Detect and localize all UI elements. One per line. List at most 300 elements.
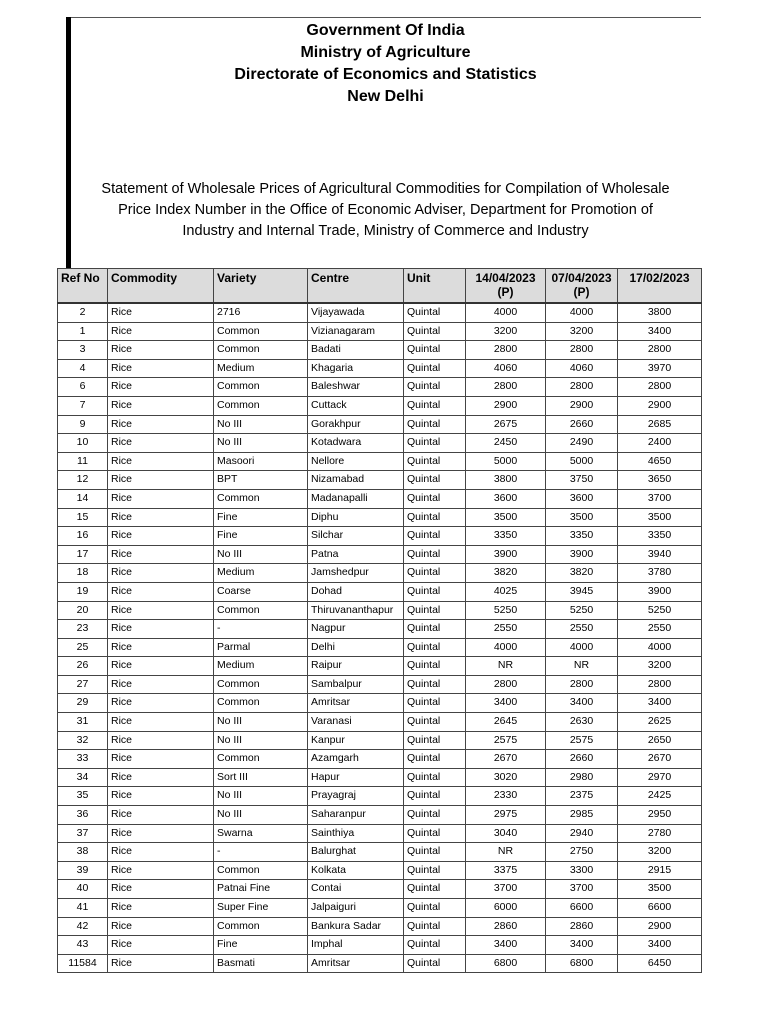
cell-ref-no: 4 [58,359,108,378]
cell-centre: Azamgarh [308,750,404,769]
cell-unit: Quintal [404,508,466,527]
cell-price-2: 2550 [546,620,618,639]
cell-centre: Hapur [308,768,404,787]
cell-ref-no: 31 [58,713,108,732]
cell-unit: Quintal [404,917,466,936]
cell-variety: Common [214,917,308,936]
table-row [58,508,702,527]
cell-price-3: 2685 [618,415,702,434]
table-row [58,843,702,862]
header-line-city: New Delhi [347,88,424,105]
column-header-commodity: Commodity [108,269,214,304]
cell-ref-no: 2 [58,303,108,322]
cell-price-2: 6800 [546,954,618,973]
cell-price-2: 2660 [546,750,618,769]
cell-unit: Quintal [404,527,466,546]
cell-commodity: Rice [108,806,214,825]
cell-variety: No III [214,787,308,806]
cell-centre: Raipur [308,657,404,676]
cell-commodity: Rice [108,564,214,583]
table-row [58,694,702,713]
cell-price-3: 2900 [618,917,702,936]
column-header-date-2: 07/04/2023 (P) [546,269,618,304]
cell-unit: Quintal [404,787,466,806]
cell-ref-no: 34 [58,768,108,787]
cell-ref-no: 12 [58,471,108,490]
cell-price-2: 3900 [546,545,618,564]
cell-ref-no: 18 [58,564,108,583]
cell-centre: Gorakhpur [308,415,404,434]
cell-centre: Sambalpur [308,675,404,694]
cell-variety: Patnai Fine [214,880,308,899]
cell-price-2: 3400 [546,694,618,713]
organization-header [70,20,701,108]
cell-ref-no: 7 [58,396,108,415]
cell-ref-no: 10 [58,434,108,453]
table-row [58,396,702,415]
statement-line: Price Index Number in the Office of Economic Adviser, Department for Promotion of [118,202,653,218]
cell-unit: Quintal [404,582,466,601]
cell-centre: Amritsar [308,694,404,713]
cell-price-3: 3350 [618,527,702,546]
cell-price-2: 3700 [546,880,618,899]
cell-variety: Common [214,378,308,397]
cell-price-3: 3650 [618,471,702,490]
cell-price-2: 2660 [546,415,618,434]
cell-variety: Common [214,675,308,694]
cell-ref-no: 14 [58,489,108,508]
cell-price-3: 2915 [618,861,702,880]
cell-ref-no: 11 [58,452,108,471]
cell-ref-no: 40 [58,880,108,899]
cell-variety: No III [214,434,308,453]
cell-price-3: 2900 [618,396,702,415]
table-row [58,527,702,546]
cell-ref-no: 1 [58,322,108,341]
cell-ref-no: 17 [58,545,108,564]
cell-commodity: Rice [108,917,214,936]
cell-commodity: Rice [108,303,214,322]
table-row [58,378,702,397]
cell-price-1: 2645 [466,713,546,732]
cell-price-3: 3400 [618,694,702,713]
cell-commodity: Rice [108,880,214,899]
column-header-date-3: 17/02/2023 [618,269,702,304]
cell-price-2: 3750 [546,471,618,490]
cell-centre: Dohad [308,582,404,601]
cell-centre: Amritsar [308,954,404,973]
cell-price-1: 3800 [466,471,546,490]
cell-centre: Khagaria [308,359,404,378]
column-header-ref-no: Ref No [58,269,108,304]
cell-price-3: 3780 [618,564,702,583]
cell-price-1: 2900 [466,396,546,415]
cell-variety: - [214,620,308,639]
cell-centre: Prayagraj [308,787,404,806]
cell-price-1: 3500 [466,508,546,527]
cell-price-2: 2985 [546,806,618,825]
cell-unit: Quintal [404,824,466,843]
cell-commodity: Rice [108,824,214,843]
cell-centre: Kolkata [308,861,404,880]
cell-commodity: Rice [108,620,214,639]
cell-commodity: Rice [108,768,214,787]
cell-unit: Quintal [404,322,466,341]
cell-variety: Parmal [214,638,308,657]
cell-price-1: 2330 [466,787,546,806]
table-row [58,303,702,322]
cell-price-1: 2575 [466,731,546,750]
cell-price-3: 2800 [618,341,702,360]
table-row [58,434,702,453]
cell-price-3: 4650 [618,452,702,471]
cell-commodity: Rice [108,638,214,657]
cell-price-3: 2400 [618,434,702,453]
cell-variety: Common [214,694,308,713]
cell-commodity: Rice [108,471,214,490]
cell-ref-no: 41 [58,899,108,918]
cell-ref-no: 11584 [58,954,108,973]
cell-ref-no: 36 [58,806,108,825]
cell-price-2: 3200 [546,322,618,341]
cell-commodity: Rice [108,954,214,973]
cell-variety: Fine [214,527,308,546]
cell-price-1: 5250 [466,601,546,620]
cell-variety: Medium [214,564,308,583]
cell-price-1: 3040 [466,824,546,843]
cell-centre: Imphal [308,936,404,955]
cell-ref-no: 23 [58,620,108,639]
cell-commodity: Rice [108,396,214,415]
cell-variety: Swarna [214,824,308,843]
cell-centre: Delhi [308,638,404,657]
cell-variety: 2716 [214,303,308,322]
cell-price-3: 2550 [618,620,702,639]
cell-ref-no: 25 [58,638,108,657]
cell-ref-no: 33 [58,750,108,769]
cell-price-2: 5250 [546,601,618,620]
cell-unit: Quintal [404,341,466,360]
cell-ref-no: 19 [58,582,108,601]
cell-price-3: 2970 [618,768,702,787]
statement-title [70,179,701,242]
cell-commodity: Rice [108,415,214,434]
cell-unit: Quintal [404,694,466,713]
cell-commodity: Rice [108,657,214,676]
table-row [58,750,702,769]
cell-price-3: 2625 [618,713,702,732]
cell-price-1: 2450 [466,434,546,453]
cell-commodity: Rice [108,582,214,601]
cell-unit: Quintal [404,564,466,583]
cell-ref-no: 15 [58,508,108,527]
table-row [58,601,702,620]
cell-price-2: 2375 [546,787,618,806]
cell-price-3: 2670 [618,750,702,769]
cell-price-2: 2800 [546,675,618,694]
cell-price-3: 2950 [618,806,702,825]
cell-unit: Quintal [404,861,466,880]
table-row [58,768,702,787]
cell-ref-no: 20 [58,601,108,620]
cell-unit: Quintal [404,750,466,769]
statement-line: Statement of Wholesale Prices of Agricultural Commodities for Compilation of Wholesale [101,181,670,197]
cell-price-1: 2975 [466,806,546,825]
cell-centre: Sainthiya [308,824,404,843]
cell-price-1: 2800 [466,378,546,397]
cell-centre: Nizamabad [308,471,404,490]
cell-unit: Quintal [404,713,466,732]
cell-price-1: 2860 [466,917,546,936]
cell-commodity: Rice [108,527,214,546]
cell-variety: No III [214,415,308,434]
column-header-unit: Unit [404,269,466,304]
top-rule [66,17,701,18]
cell-ref-no: 26 [58,657,108,676]
cell-unit: Quintal [404,731,466,750]
cell-variety: Fine [214,508,308,527]
table-row [58,322,702,341]
cell-price-1: NR [466,843,546,862]
cell-price-1: 3600 [466,489,546,508]
table-row [58,657,702,676]
table-row [58,620,702,639]
table-row [58,917,702,936]
cell-unit: Quintal [404,545,466,564]
cell-price-2: 2940 [546,824,618,843]
cell-unit: Quintal [404,489,466,508]
cell-commodity: Rice [108,434,214,453]
cell-price-1: 3400 [466,936,546,955]
header-line-government: Government Of India [306,22,465,39]
cell-unit: Quintal [404,396,466,415]
cell-price-2: 5000 [546,452,618,471]
cell-price-2: 2900 [546,396,618,415]
cell-centre: Nellore [308,452,404,471]
cell-price-1: 2670 [466,750,546,769]
cell-ref-no: 29 [58,694,108,713]
cell-ref-no: 38 [58,843,108,862]
cell-ref-no: 32 [58,731,108,750]
header-line-directorate: Directorate of Economics and Statistics [234,66,537,83]
cell-variety: Common [214,750,308,769]
cell-unit: Quintal [404,936,466,955]
cell-centre: Badati [308,341,404,360]
cell-price-1: 5000 [466,452,546,471]
cell-price-2: 2800 [546,378,618,397]
cell-price-1: NR [466,657,546,676]
cell-variety: Medium [214,359,308,378]
cell-price-1: 3375 [466,861,546,880]
cell-commodity: Rice [108,489,214,508]
cell-price-2: 2980 [546,768,618,787]
table-row [58,675,702,694]
cell-price-3: 3200 [618,843,702,862]
cell-variety: Fine [214,936,308,955]
cell-centre: Diphu [308,508,404,527]
cell-price-2: 3820 [546,564,618,583]
table-row [58,415,702,434]
cell-commodity: Rice [108,843,214,862]
cell-commodity: Rice [108,322,214,341]
cell-commodity: Rice [108,341,214,360]
cell-ref-no: 39 [58,861,108,880]
cell-price-3: 3500 [618,880,702,899]
cell-centre: Kotadwara [308,434,404,453]
table-row [58,713,702,732]
cell-price-2: 4060 [546,359,618,378]
cell-price-1: 2800 [466,341,546,360]
cell-price-1: 3820 [466,564,546,583]
cell-price-2: 3600 [546,489,618,508]
cell-centre: Saharanpur [308,806,404,825]
table-row [58,545,702,564]
cell-price-2: 6600 [546,899,618,918]
cell-variety: Common [214,861,308,880]
cell-price-3: 4000 [618,638,702,657]
cell-price-3: 3700 [618,489,702,508]
cell-price-2: 2575 [546,731,618,750]
cell-price-3: 2425 [618,787,702,806]
table-row [58,582,702,601]
cell-variety: No III [214,731,308,750]
cell-price-2: 2490 [546,434,618,453]
cell-price-1: 2550 [466,620,546,639]
cell-price-2: 3300 [546,861,618,880]
table-header-row [58,269,702,304]
cell-unit: Quintal [404,954,466,973]
cell-ref-no: 6 [58,378,108,397]
cell-unit: Quintal [404,657,466,676]
cell-ref-no: 9 [58,415,108,434]
cell-price-1: 3900 [466,545,546,564]
cell-commodity: Rice [108,359,214,378]
cell-price-2: NR [546,657,618,676]
cell-variety: BPT [214,471,308,490]
cell-commodity: Rice [108,601,214,620]
cell-price-3: 5250 [618,601,702,620]
cell-variety: Sort III [214,768,308,787]
cell-variety: Basmati [214,954,308,973]
cell-unit: Quintal [404,899,466,918]
cell-ref-no: 16 [58,527,108,546]
cell-commodity: Rice [108,452,214,471]
column-header-date-1: 14/04/2023 (P) [466,269,546,304]
wholesale-prices-table [57,268,702,973]
cell-price-1: 4025 [466,582,546,601]
cell-variety: Common [214,341,308,360]
cell-price-1: 3350 [466,527,546,546]
cell-centre: Baleshwar [308,378,404,397]
cell-price-3: 2780 [618,824,702,843]
cell-unit: Quintal [404,378,466,397]
cell-price-2: 2750 [546,843,618,862]
cell-price-2: 3945 [546,582,618,601]
table-row [58,341,702,360]
cell-commodity: Rice [108,861,214,880]
table-row [58,731,702,750]
cell-price-3: 6450 [618,954,702,973]
cell-price-2: 2860 [546,917,618,936]
cell-price-1: 3020 [466,768,546,787]
cell-commodity: Rice [108,936,214,955]
cell-centre: Nagpur [308,620,404,639]
cell-variety: No III [214,713,308,732]
cell-centre: Jalpaiguri [308,899,404,918]
cell-variety: - [214,843,308,862]
statement-line: Industry and Internal Trade, Ministry of Commerce and Industry [182,223,589,239]
cell-commodity: Rice [108,675,214,694]
cell-variety: Common [214,489,308,508]
cell-price-3: 2800 [618,675,702,694]
cell-price-1: 3200 [466,322,546,341]
cell-unit: Quintal [404,806,466,825]
cell-price-1: 2800 [466,675,546,694]
column-header-variety: Variety [214,269,308,304]
cell-unit: Quintal [404,843,466,862]
cell-ref-no: 43 [58,936,108,955]
cell-centre: Jamshedpur [308,564,404,583]
cell-price-1: 4000 [466,638,546,657]
cell-centre: Madanapalli [308,489,404,508]
cell-price-2: 2630 [546,713,618,732]
cell-price-1: 4000 [466,303,546,322]
table-row [58,880,702,899]
table-body [58,303,702,973]
column-header-centre: Centre [308,269,404,304]
cell-ref-no: 3 [58,341,108,360]
cell-unit: Quintal [404,675,466,694]
cell-price-1: 3700 [466,880,546,899]
table-row [58,489,702,508]
cell-price-1: 4060 [466,359,546,378]
cell-centre: Patna [308,545,404,564]
table-row [58,861,702,880]
cell-unit: Quintal [404,768,466,787]
cell-variety: Common [214,396,308,415]
cell-commodity: Rice [108,694,214,713]
cell-ref-no: 35 [58,787,108,806]
cell-price-1: 2675 [466,415,546,434]
table-row [58,824,702,843]
cell-price-3: 3940 [618,545,702,564]
cell-unit: Quintal [404,415,466,434]
cell-variety: Super Fine [214,899,308,918]
cell-commodity: Rice [108,378,214,397]
cell-price-3: 3900 [618,582,702,601]
cell-price-3: 3400 [618,936,702,955]
cell-commodity: Rice [108,545,214,564]
cell-price-2: 3350 [546,527,618,546]
cell-unit: Quintal [404,434,466,453]
cell-price-3: 6600 [618,899,702,918]
table-row [58,638,702,657]
cell-centre: Thiruvananthapur [308,601,404,620]
cell-unit: Quintal [404,303,466,322]
cell-centre: Bankura Sadar [308,917,404,936]
cell-price-3: 3800 [618,303,702,322]
cell-price-3: 3970 [618,359,702,378]
cell-price-1: 6000 [466,899,546,918]
cell-price-1: 6800 [466,954,546,973]
cell-centre: Balurghat [308,843,404,862]
cell-centre: Varanasi [308,713,404,732]
cell-commodity: Rice [108,899,214,918]
cell-unit: Quintal [404,880,466,899]
header-line-ministry: Ministry of Agriculture [300,44,471,61]
cell-price-2: 3400 [546,936,618,955]
cell-centre: Kanpur [308,731,404,750]
